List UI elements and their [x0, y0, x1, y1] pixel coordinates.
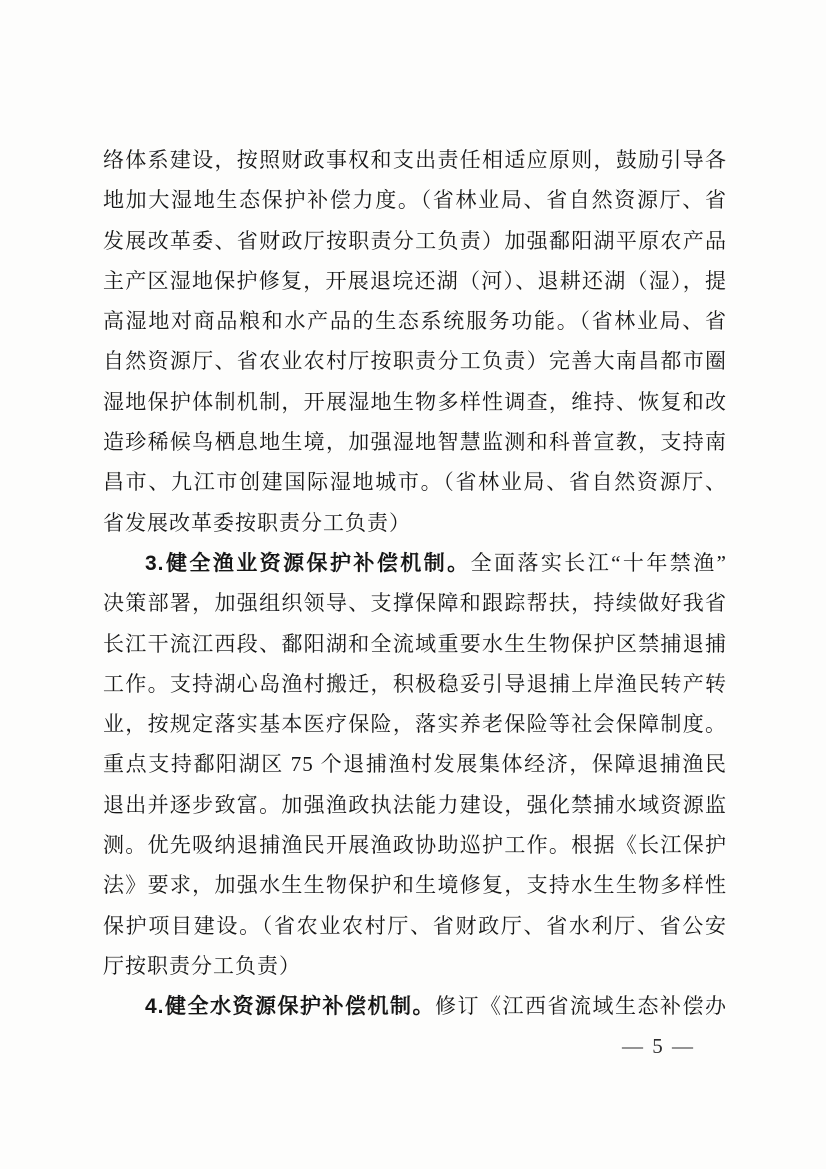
- text-block: [103, 140, 727, 1027]
- page-number: — 5 —: [622, 1034, 695, 1058]
- document-line: 长江干流江西段、鄱阳湖和全流域重要水生生物保护区禁捕退捕: [103, 631, 727, 656]
- document-line: 省发展改革委按职责分工负责）: [103, 510, 411, 535]
- document-line: 4.健全水资源保护补偿机制。修订《江西省流域生态补偿办: [145, 994, 728, 1019]
- document-line: 测。优先吸纳退捕渔民开展渔政协助巡护工作。根据《长江保护: [103, 833, 727, 858]
- document-line: 决策部署，加强组织领导、支撑保障和跟踪帮扶，持续做好我省: [103, 591, 727, 616]
- document-line: 主产区湿地保护修复，开展退垸还湖（河）、退耕还湖（湿），提: [103, 268, 727, 293]
- document-line: 保护项目建设。（省农业农村厅、省财政厅、省水利厅、省公安: [103, 913, 727, 938]
- document-line: 地加大湿地生态保护补偿力度。（省林业局、省自然资源厅、省: [103, 188, 727, 213]
- document-line: 络体系建设，按照财政事权和支出责任相适应原则，鼓励引导各: [103, 148, 727, 172]
- document-line: 昌市、九江市创建国际湿地城市。（省林业局、省自然资源厅、: [103, 470, 727, 495]
- document-line: 自然资源厅、省农业农村厅按职责分工负责）完善大南昌都市圈: [103, 349, 727, 374]
- document-line: 退出并逐步致富。加强渔政执法能力建设，强化禁捕水域资源监: [103, 792, 727, 817]
- document-line: 工作。支持湖心岛渔村搬迁，积极稳妥引导退捕上岸渔民转产转: [103, 671, 727, 696]
- paragraph-heading: 3.健全渔业资源保护补偿机制。: [145, 551, 471, 575]
- document-line: 业，按规定落实基本医疗保险，落实养老保险等社会保障制度。: [103, 712, 727, 737]
- document-line: 厅按职责分工负责）: [103, 953, 301, 978]
- document-line: 法》要求，加强水生生物保护和生境修复，支持水生生物多样性: [103, 873, 727, 898]
- document-line: 造珍稀候鸟栖息地生境，加强湿地智慧监测和科普宣教，支持南: [103, 430, 727, 455]
- document-line: 重点支持鄱阳湖区 75 个退捕渔村发展集体经济，保障退捕渔民: [103, 752, 727, 777]
- paragraph-heading: 4.健全水资源保护补偿机制。: [145, 995, 436, 1019]
- document-line: 湿地保护体制机制，开展湿地生物多样性调查，维持、恢复和改: [103, 389, 727, 414]
- document-line: 3.健全渔业资源保护补偿机制。全面落实长江“十年禁渔”: [145, 550, 727, 575]
- document-line: 发展改革委、省财政厅按职责分工负责）加强鄱阳湖平原农产品: [103, 228, 727, 253]
- document-line: 高湿地对商品粮和水产品的生态系统服务功能。（省林业局、省: [103, 309, 727, 334]
